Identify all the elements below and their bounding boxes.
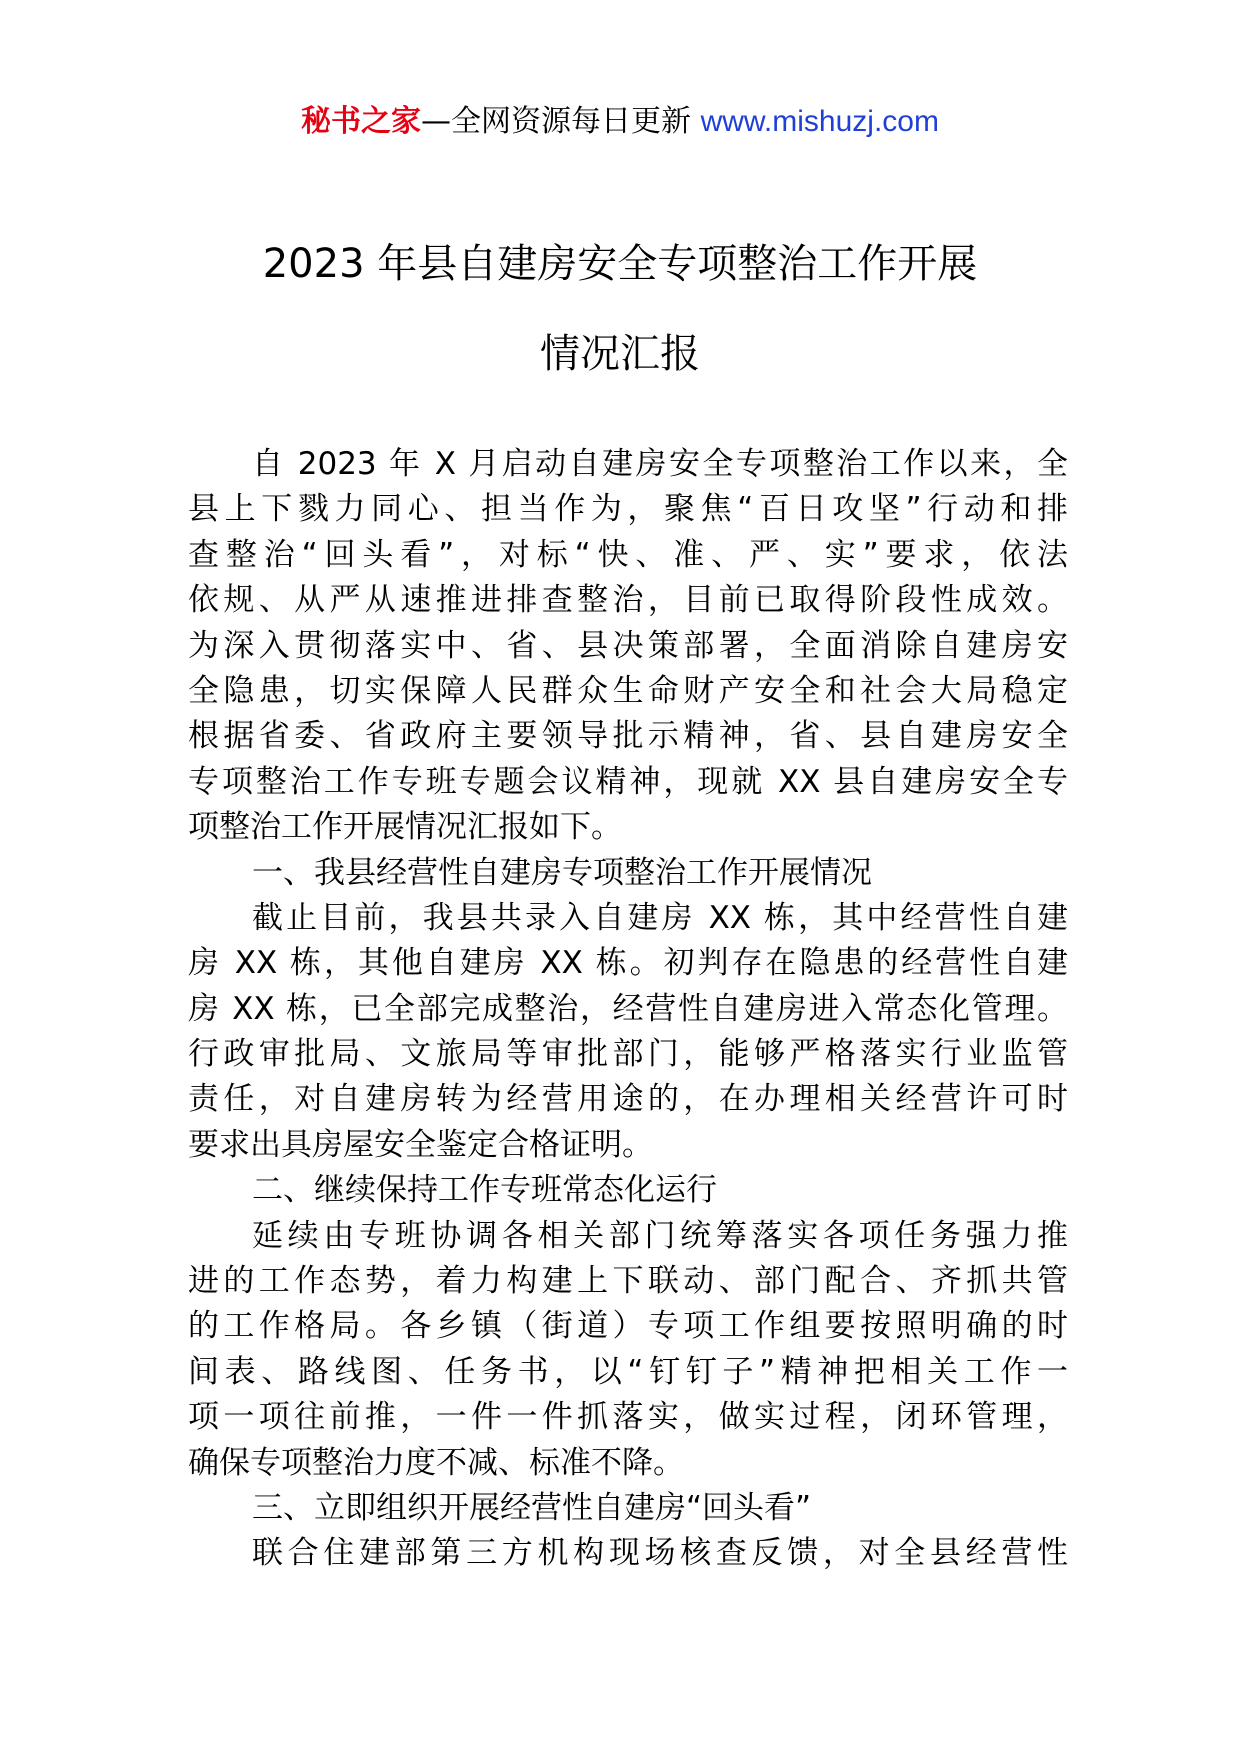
body-line: 专项整治工作专班专题会议精神，现就 XX 县自建房安全专 (188, 763, 1068, 800)
section-heading-2: 二、继续保持工作专班常态化运行 (252, 1172, 717, 1209)
body-line: 项一项往前推，一件一件抓落实，做实过程，闭环管理， (188, 1399, 1068, 1436)
site-url[interactable]: www.mishuzj.com (700, 105, 939, 138)
body-line: 的工作格局。各乡镇（街道）专项工作组要按照明确的时 (188, 1308, 1068, 1345)
document-title-line-1: 2023 年县自建房安全专项整治工作开展 (262, 241, 978, 287)
document-title-line-2: 情况汇报 (540, 331, 700, 377)
body-line: 间表、路线图、任务书，以“钉钉子”精神把相关工作一 (188, 1353, 1068, 1390)
section-heading-3: 三、立即组织开展经营性自建房“回头看” (252, 1489, 812, 1526)
body-line: 房 XX 栋，已全部完成整治，经营性自建房进入常态化管理。 (188, 990, 1068, 1027)
body-line: 确保专项整治力度不减、标准不降。 (188, 1444, 684, 1481)
site-header (0, 100, 1240, 144)
body-line: 责任，对自建房转为经营用途的，在办理相关经营许可时 (188, 1081, 1068, 1118)
body-line: 联合住建部第三方机构现场核查反馈，对全县经营性 (252, 1535, 1068, 1572)
body-line: 根据省委、省政府主要领导批示精神，省、县自建房安全 (188, 718, 1068, 755)
body-line: 全隐患，切实保障人民群众生命财产安全和社会大局稳定 (188, 672, 1068, 709)
body-line: 查整治“回头看”，对标“快、准、严、实”要求，依法 (188, 536, 1068, 573)
body-line: 自 2023 年 X 月启动自建房安全专项整治工作以来，全 (252, 446, 1068, 482)
body-line: 依规、从严从速推进排查整治，目前已取得阶段性成效。 (188, 582, 1068, 619)
site-brand: 秘书之家 (301, 104, 422, 139)
body-line: 房 XX 栋，其他自建房 XX 栋。初判存在隐患的经营性自建 (188, 945, 1068, 982)
document-body (188, 442, 1068, 1577)
body-line: 要求出具房屋安全鉴定合格证明。 (188, 1126, 653, 1163)
body-line: 县上下戮力同心、担当作为，聚焦“百日攻坚”行动和排 (188, 491, 1068, 528)
body-line: 行政审批局、文旅局等审批部门，能够严格落实行业监管 (188, 1036, 1068, 1073)
body-line: 截止目前，我县共录入自建房 XX 栋，其中经营性自建 (252, 899, 1068, 936)
body-line: 项整治工作开展情况汇报如下。 (188, 809, 622, 846)
site-slogan: —全网资源每日更新 (421, 104, 692, 139)
section-heading-1: 一、我县经营性自建房专项整治工作开展情况 (252, 854, 872, 891)
body-line: 为深入贯彻落实中、省、县决策部署，全面消除自建房安 (188, 627, 1068, 664)
body-line: 进的工作态势，着力构建上下联动、部门配合、齐抓共管 (188, 1263, 1068, 1300)
body-line: 延续由专班协调各相关部门统筹落实各项任务强力推 (252, 1217, 1068, 1254)
